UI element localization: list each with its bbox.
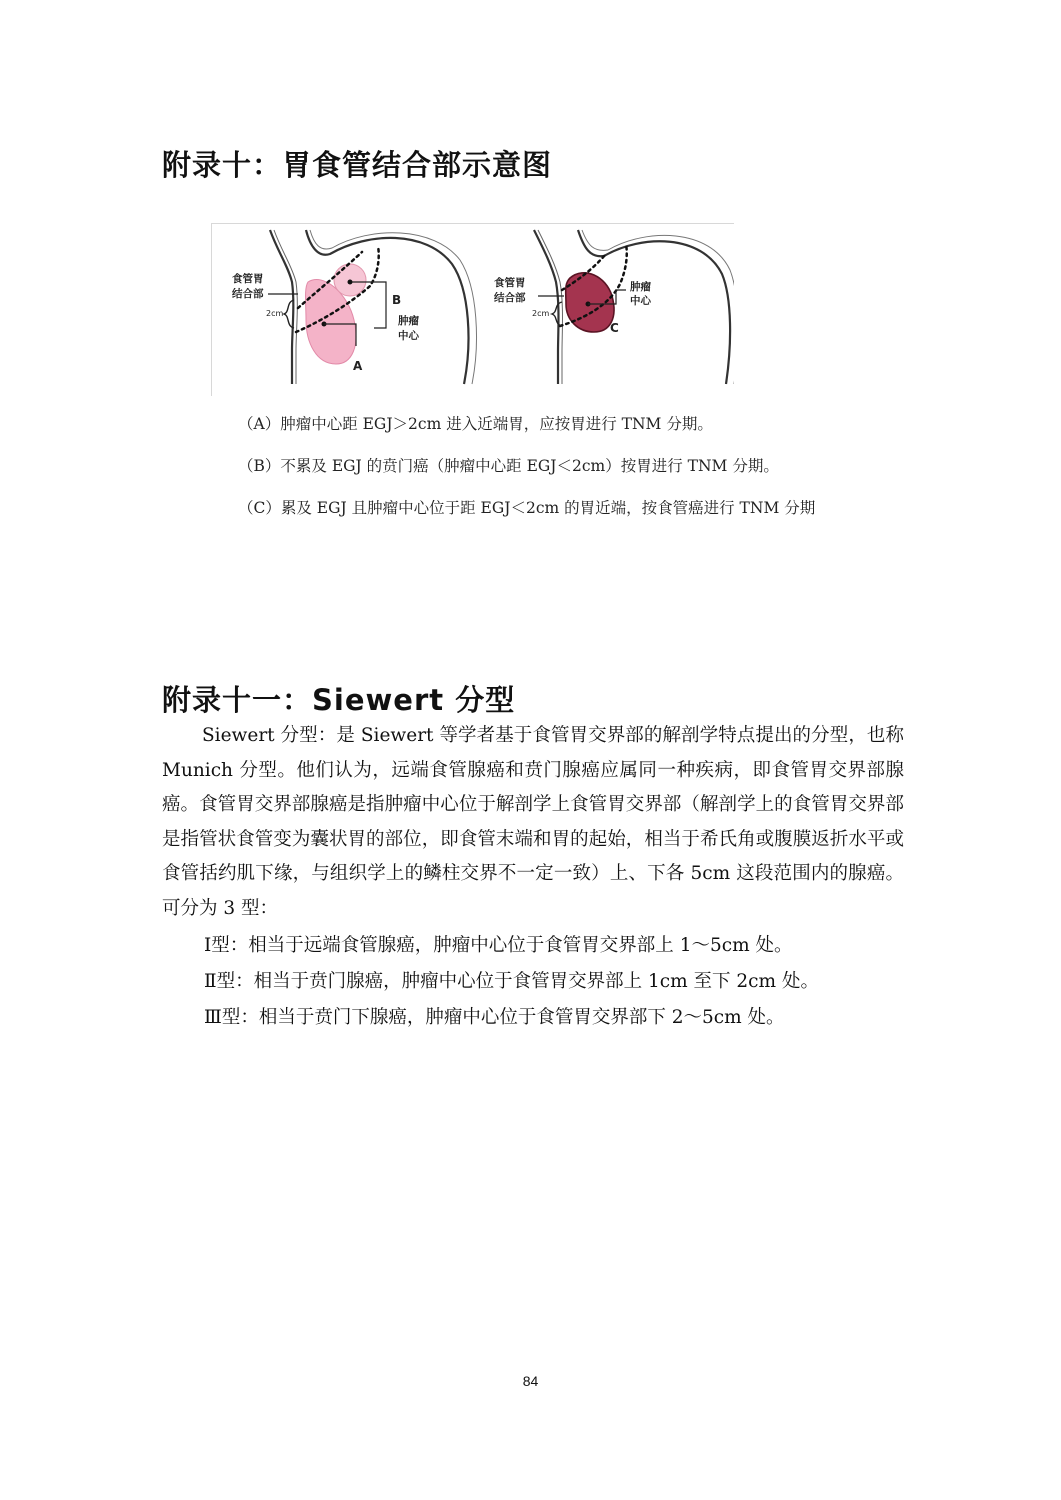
tumor-center-label-right-line1: 肿瘤 xyxy=(630,281,651,293)
letter-c: C xyxy=(610,321,619,335)
esophagus-stomach-outer-wall-right xyxy=(534,230,559,384)
appendix-10-title: 附录十：胃食管结合部示意图 xyxy=(162,148,553,182)
appendix-11-title: 附录十一：Siewert 分型 xyxy=(162,683,516,717)
siewert-type-3: Ⅲ型：相当于贲门下腺癌，肿瘤中心位于食管胃交界部下 2～5cm 处。 xyxy=(204,1007,785,1028)
tumor-center-label-right-line2: 中心 xyxy=(630,295,651,307)
egj-label-right-line2: 结合部 xyxy=(494,292,526,304)
esophagus-stomach-outer-wall xyxy=(270,230,293,384)
page-number: 84 xyxy=(522,1373,539,1389)
caption-b: （B）不累及 EGJ 的贲门癌（肿瘤中心距 EGJ＜2cm）按胃进行 TNM 分期。 xyxy=(238,457,779,475)
letter-b: B xyxy=(392,293,402,307)
letter-a: A xyxy=(353,359,363,373)
right-panel-diagram xyxy=(494,230,734,384)
tumor-center-label-left-line2: 中心 xyxy=(398,330,419,342)
left-panel-diagram xyxy=(232,230,476,384)
egj-label-left-line1: 食管胃 xyxy=(232,273,264,285)
egj-label-right-line1: 食管胃 xyxy=(494,277,526,289)
caption-c: （C）累及 EGJ 且肿瘤中心位于距 EGJ＜2cm 的胃近端，按食管癌进行 TNM 分期 xyxy=(238,499,816,517)
siewert-type-2: Ⅱ型：相当于贲门腺癌，肿瘤中心位于食管胃交界部上 1cm 至下 2cm 处。 xyxy=(204,971,819,992)
caption-a: （A）肿瘤中心距 EGJ＞2cm 进入近端胃，应按胃进行 TNM 分期。 xyxy=(238,415,713,433)
tumor-center-label-left-line1: 肿瘤 xyxy=(398,315,419,327)
distance-label-left: 2cm xyxy=(266,309,284,318)
egj-label-left-line2: 结合部 xyxy=(232,288,264,300)
siewert-type-1: Ⅰ型：相当于远端食管腺癌，肿瘤中心位于食管胃交界部上 1～5cm 处。 xyxy=(204,935,793,956)
distance-brace-right xyxy=(552,302,562,326)
siewert-paragraph: Siewert 分型：是 Siewert 等学者基于食管胃交界部的解剖学特点提出的分型，也称 Munich 分型。他们认为，远端食管腺癌和贲门腺癌应属同一种疾病，即食管胃交界部腺癌。食管胃交界部腺癌是指肿瘤中心位于解剖学上食管胃交界部（解剖学上的食管胃交界部是指管状食管变为囊状胃的部位，即食管末端和胃的起始，相当于希氏角或腹膜返折水平或食管括约肌下缘，与组织学上的鳞柱交界不一定一致）上、下各 5cm 这段范围内的腺癌。可分为 3 型： xyxy=(162,725,904,919)
distance-label-right: 2cm xyxy=(532,309,550,318)
tumor-b-center-dot xyxy=(348,280,353,285)
egj-diagram xyxy=(211,223,734,396)
